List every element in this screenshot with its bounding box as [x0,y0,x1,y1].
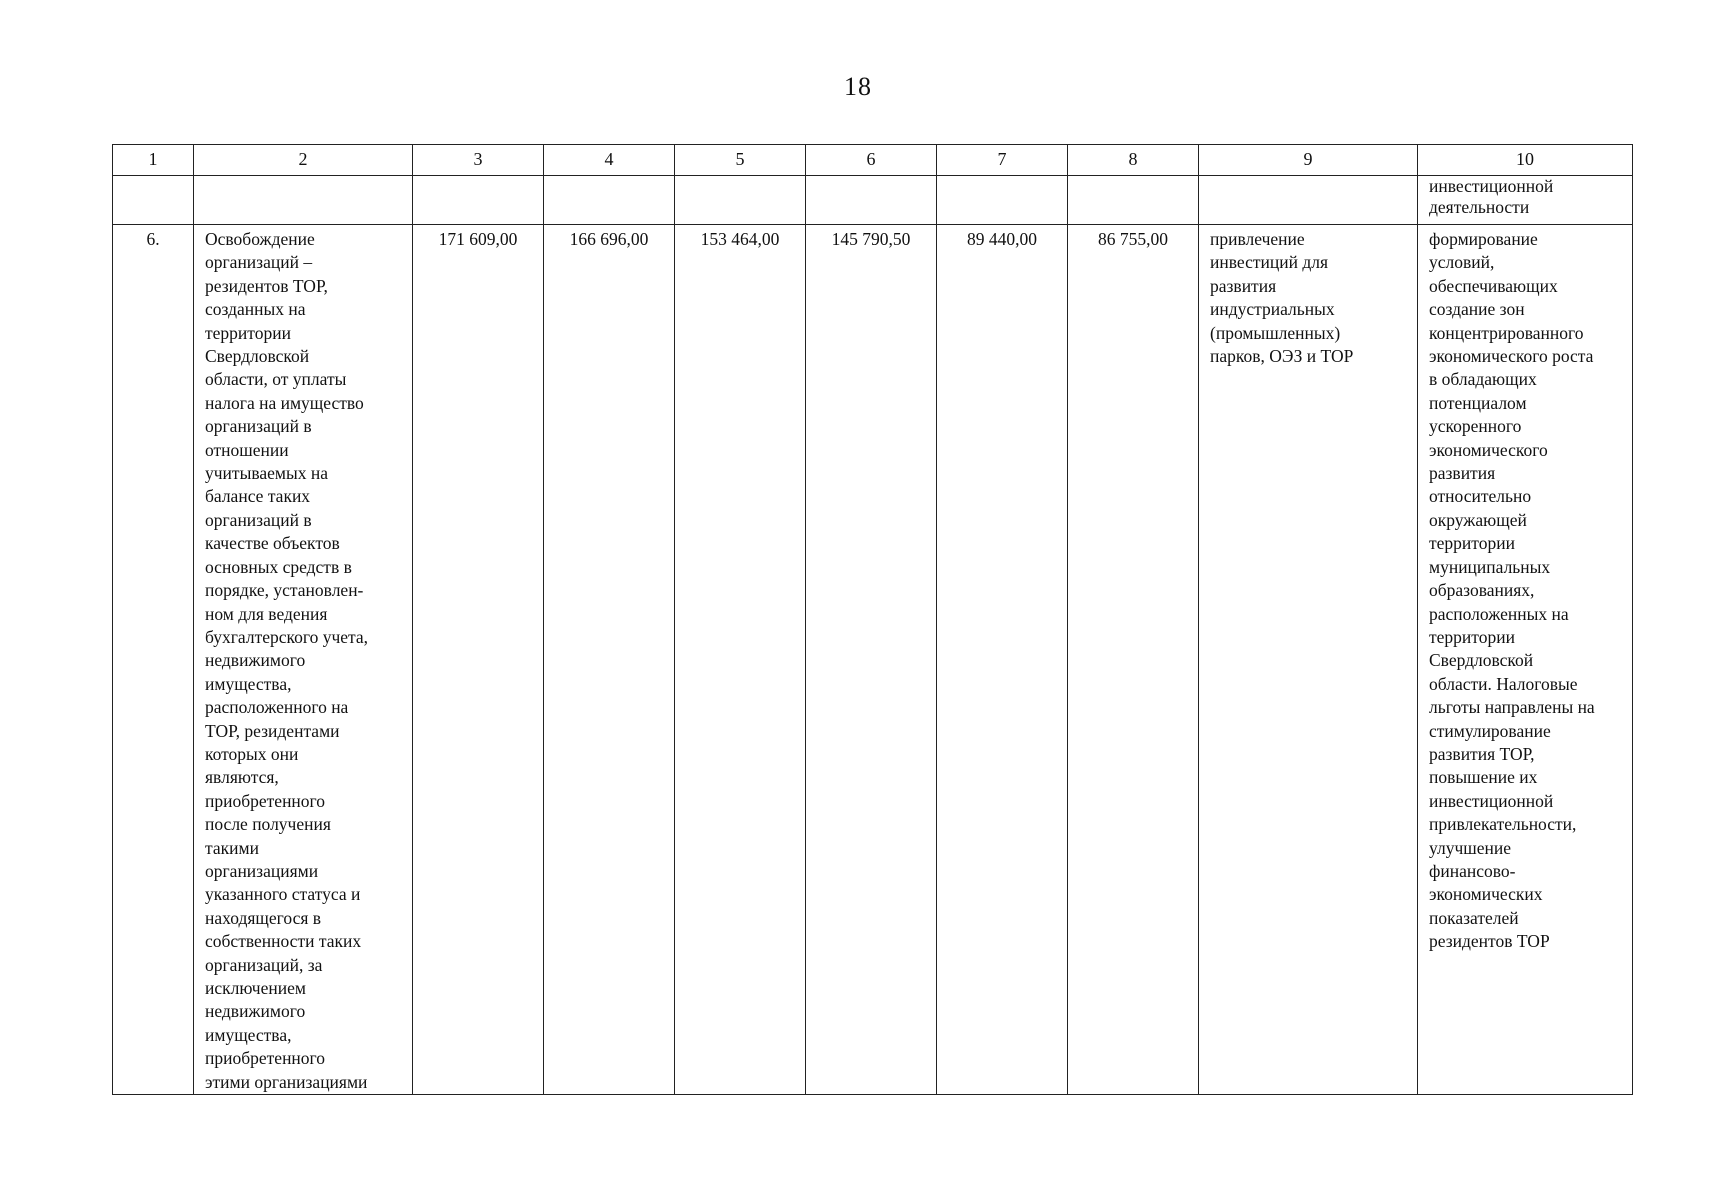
empty-cell [806,176,937,225]
page-number: 18 [844,72,872,101]
goal-cell: привлечение инвестиций для развития индустриальных (промышленных) парков, ОЭЗ и ТОР [1199,225,1418,1095]
value-cell-col7: 89 440,00 [937,225,1068,1095]
header-cell-8: 8 [1068,145,1199,176]
data-table [112,144,1633,1095]
header-cell-6: 6 [806,145,937,176]
header-cell-7: 7 [937,145,1068,176]
value-cell-col4: 166 696,00 [544,225,675,1095]
header-cell-2: 2 [194,145,413,176]
header-cell-10: 10 [1418,145,1633,176]
header-cell-1: 1 [113,145,194,176]
empty-cell [544,176,675,225]
empty-cell [675,176,806,225]
header-cell-4: 4 [544,145,675,176]
value-cell-col8: 86 755,00 [1068,225,1199,1095]
table-row-continuation [113,176,1633,225]
value-cell-col5: 153 464,00 [675,225,806,1095]
header-cell-9: 9 [1199,145,1418,176]
empty-cell [1199,176,1418,225]
empty-cell [1068,176,1199,225]
header-cell-3: 3 [413,145,544,176]
header-cell-5: 5 [675,145,806,176]
benefit-description-cell: Освобождение организаций – резидентов ТОР, созданных на территории Свердловской области, от уплаты налога на имущество организаций в отношении учитываемых на балансе таких организаций в качестве объектов основных средств в порядке, установлен- ном для ведения бухгалтерского учета, недвижимого имущества, расположенного на ТОР, резидентами которых они являются, приобретенного после получения такими организациями указанного статуса и находящегося в собственности таких организаций, за исключением недвижимого имущества, приобретенного этими организациями [194,225,413,1095]
continuation-text-cell: инвестиционной деятельности [1418,176,1633,225]
table-row [113,225,1633,1095]
value-cell-col6: 145 790,50 [806,225,937,1095]
empty-cell [413,176,544,225]
table-header-row [113,145,1633,176]
empty-cell [113,176,194,225]
empty-cell [194,176,413,225]
purpose-cell: формирование условий, обеспечивающих создание зон концентрированного экономического роста в обладающих потенциалом ускоренного экономического развития относительно окружающей территории муниципальных образованиях, расположенных на территории Свердловской области. Налоговые льготы направлены на стимулирование развития ТОР, повышение их инвестиционной привлекательности, улучшение финансово- экономических показателей резидентов ТОР [1418,225,1633,1095]
value-cell-col3: 171 609,00 [413,225,544,1095]
empty-cell [937,176,1068,225]
row-number-cell: 6. [113,225,194,1095]
